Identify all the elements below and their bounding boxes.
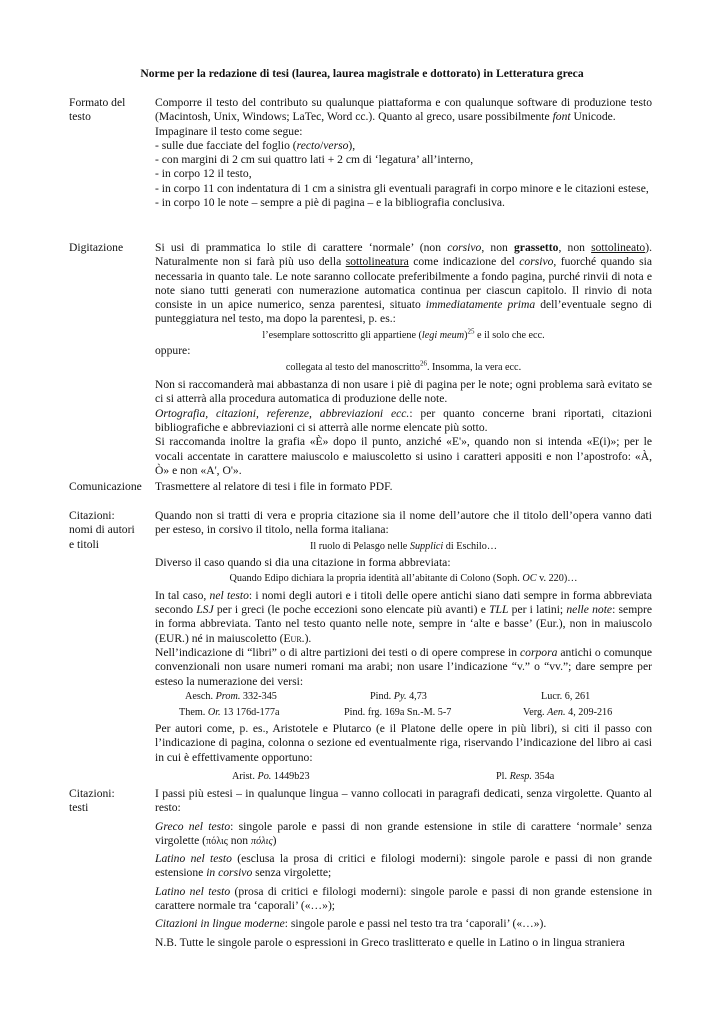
example-line: Quando Edipo dichiara la propria identità all’abitante di Colono (Soph. OC v. 220)… (229, 572, 578, 584)
paragraph: Ortografia, citazioni, referenze, abbreviazioni ecc.: per quanto concerne brani riportati, citazioni bibliografiche e abbreviazioni ci si atterrà alle norme elencate più sotto. (155, 406, 652, 434)
paragraph: Comporre il testo del contributo su qualunque piattaforma e con qualunque software di produzione testo (Macintosh, Unix, Windows; LaTec, Word cc.). Quanto al greco, usare possibilmente font Unicode. (155, 96, 652, 124)
paragraph: Non si raccomanderà mai abbastanza di non usare i piè di pagina per le note; ogni problema sarà evitato se ci si atterrà alla procedura automatica di produzione delle note. (155, 378, 652, 406)
reference-cell: Pind. Py. 4,73 (370, 691, 427, 702)
section-label-citazioni-nomi (69, 509, 155, 552)
paragraph: Latino nel testo (esclusa la prosa di critici e filologi moderni): singole parole e passi di non grande estensione in corsivo senza virgolette; (155, 852, 652, 880)
paragraph: Si usi di prammatica lo stile di carattere ‘normale’ (non corsivo, non grassetto, non sottolineato). Naturalmente non si farà più uso della sottolineatura come indicazione del corsivo, fuorché quando sia necessaria in quanto tale. Le note saranno collocate preferibilmente a fondo pagina, purché rinvii di nota e note siano tutti generati con numerazione automatica continua per ciascun capitolo. Il rinvio di nota consiste in un apice numerico, senza parentesi, situato immediatamente prima dell’eventuale segno di punteggiatura nel testo, ma dopo la parentesi, p. es.: (155, 241, 652, 326)
label-line: Citazioni: (69, 787, 115, 800)
paragraph: Greco nel testo: singole parole e passi di non grande estensione in stile di carattere ‘normale’ senza virgolette (πόλις non πόλις) (155, 819, 652, 847)
paragraph: Si raccomanda inoltre la grafia «È» dopo il punto, anziché «E'», quando non si intenda «E(i)»; per le vocali accentate in carattere maiuscolo e maiuscoletto si usino i caratteri appositi e non l’apostrofo: «À, Ò» e non «A', O'». (155, 435, 652, 477)
list-item: - sulle due facciate del foglio (recto/verso), (155, 138, 356, 152)
list-item: - in corpo 10 le note – sempre a piè di pagina – e la bibliografia conclusiva. (155, 196, 505, 210)
paragraph: Nell’indicazione di “libri” o di altre partizioni dei testi o di opere comprese in corpora antichi o comunque convenzionali non usare numeri romani ma arabi; non usare l’indicazione “v.” o “vv.”; dare sempre per esteso la numerazione dei versi: (155, 646, 652, 688)
paragraph: Latino nel testo (prosa di critici e filologi moderni): singole parole e passi di non grande estensione in carattere normale tra ‘caporali’ («…»); (155, 884, 653, 913)
reference-cell: Verg. Aen. 4, 209-216 (523, 707, 613, 718)
reference-cell: Lucr. 6, 261 (541, 691, 591, 702)
page-title: Norme per la redazione di tesi (laurea, laurea magistrale e dottorato) in Letteratura greca (140, 67, 584, 80)
section-citazioni-nomi-cont (155, 722, 652, 765)
paragraph: I passi più estesi – in qualunque lingua – vanno collocati in paragrafi dedicati, senza virgolette. Quanto al resto: (155, 787, 652, 815)
section-citazioni-testi (155, 787, 652, 950)
example-line: Il ruolo di Pelasgo nelle Supplici di Eschilo… (309, 540, 498, 552)
section-digitazione (155, 241, 652, 478)
example-line: l’esemplare sottoscritto gli appartiene (legi meum)$^{25}$ e il solo che ecc. (262, 327, 545, 341)
section-label-citazioni-testi (69, 787, 155, 816)
list-item: - in corpo 11 con indentatura di 1 cm a sinistra gli eventuali paragrafi in corpo minore e le citazioni estese, (155, 181, 649, 195)
section-comunicazione (155, 480, 652, 494)
reference-cell: Arist. Po. 1449b23 (232, 771, 310, 782)
label-line: e titoli (69, 537, 99, 551)
reference-cell: Pind. frg. 169a Sn.-M. 5-7 (344, 707, 452, 718)
paragraph: oppure: (155, 343, 191, 357)
reference-cell: Pl. Resp. 354a (496, 771, 555, 782)
section-citazioni-nomi (155, 509, 652, 689)
label-line: Formato del (69, 96, 126, 109)
label-line: testi (69, 801, 89, 815)
list-item: - con margini di 2 cm sui quattro lati + 2 cm di ‘legatura’ all’interno, (155, 153, 474, 167)
paragraph: Trasmettere al relatore di tesi i file in formato PDF. (155, 480, 393, 493)
section-label-formato (69, 96, 155, 125)
paragraph: N.B. Tutte le singole parole o espressioni in Greco traslitterato e quelle in Latino o in lingua straniera (155, 935, 625, 949)
section-label-comunicazione: Comunicazione (69, 480, 142, 493)
paragraph: Impaginare il testo come segue: (155, 124, 303, 138)
reference-cell: Them. Or. 13 176d-177a (179, 707, 280, 718)
example-line: collegata al testo del manoscritto$^{26}$. Insomma, la vera ecc. (285, 359, 522, 374)
section-formato (155, 96, 652, 210)
paragraph: Citazioni in lingue moderne: singole parole e passi nel testo tra tra ‘caporali’ («…»). (155, 917, 547, 931)
paragraph: In tal caso, nel testo: i nomi degli autori e i titoli delle opere antichi siano dati sempre in forma abbreviata secondo LSJ per i greci (le poche eccezioni sono elencate più avanti) e TLL per i latini; nelle note: sempre in forma abbreviata. Tanto nel testo quanto nelle note, sempre in ‘alte e basse’ (Eur.), non in maiuscolo (EUR.) né in maiuscoletto (Eur.). (155, 588, 653, 645)
paragraph: Diverso il caso quando si dia una citazione in forma abbreviata: (155, 555, 451, 569)
reference-cell: Aesch. Prom. 332-345 (185, 691, 277, 702)
paragraph: Per autori come, p. es., Aristotele e Plutarco (e il Platone delle opere in più libri), si citi il passo con l’indicazione di pagina, colonna o sezione ed eventualmente riga, riservando l’indicazione del libro ai casi in cui è effettivamente opportuno: (155, 722, 652, 764)
list-item: - in corpo 12 il testo, (155, 167, 252, 181)
label-line: Citazioni: (69, 509, 115, 522)
paragraph: Quando non si tratti di vera e propria citazione sia il nome dell’autore che il titolo dell’opera vanno dati per esteso, in corsivo il titolo, nella forma italiana: (155, 509, 652, 537)
label-line: testo (69, 110, 91, 124)
label-line: nomi di autori (69, 523, 135, 537)
section-label-digitazione: Digitazione (69, 241, 124, 254)
